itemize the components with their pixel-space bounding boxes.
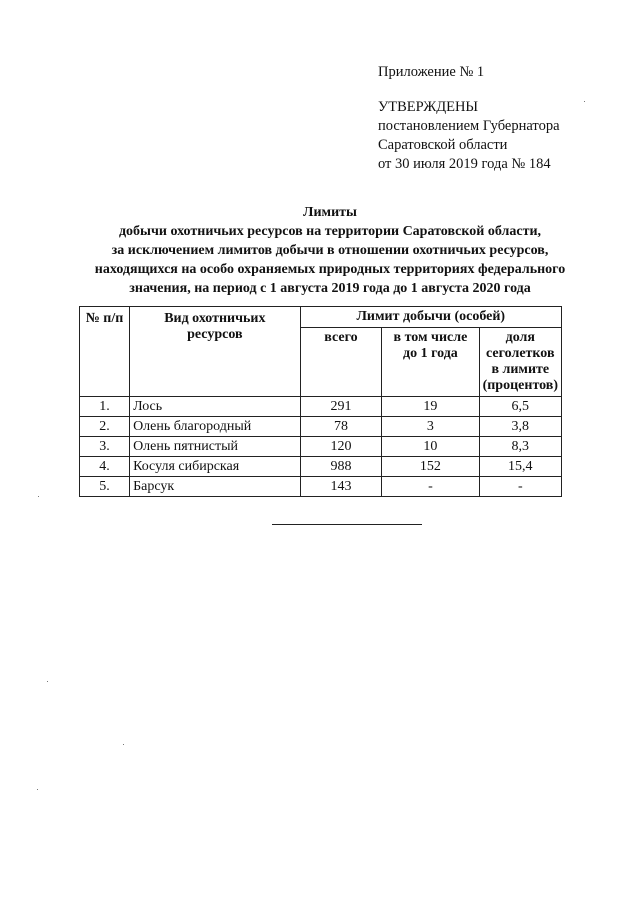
signature-line <box>272 524 422 525</box>
row-num: 5. <box>80 477 130 497</box>
row-num: 1. <box>80 397 130 417</box>
row-share: 15,4 <box>479 457 561 477</box>
approved-by: постановлением Губернатора <box>378 118 560 134</box>
row-num: 4. <box>80 457 130 477</box>
row-total: 291 <box>300 397 382 417</box>
scan-speck <box>38 496 39 497</box>
row-total: 143 <box>300 477 382 497</box>
row-name: Олень благородный <box>130 417 301 437</box>
header-limit-group: Лимит добычи (особей) <box>300 307 561 328</box>
row-share: 6,5 <box>479 397 561 417</box>
header-kind: Вид охотничьих ресурсов <box>130 307 301 397</box>
row-yearlings: 3 <box>382 417 479 437</box>
approved-heading: УТВЕРЖДЕНЫ <box>378 99 479 115</box>
row-total: 988 <box>300 457 382 477</box>
row-num: 2. <box>80 417 130 437</box>
title-line: находящихся на особо охраняемых природных территориях федерального <box>94 262 566 277</box>
row-yearlings: - <box>382 477 479 497</box>
row-name: Барсук <box>130 477 301 497</box>
table-row <box>80 417 562 437</box>
title-line: Лимиты <box>303 205 357 220</box>
scan-speck <box>47 681 48 682</box>
approved-date: от 30 июля 2019 года № 184 <box>378 156 551 172</box>
table-row <box>80 457 562 477</box>
row-total: 120 <box>300 437 382 457</box>
row-name: Косуля сибирская <box>130 457 301 477</box>
row-name: Лось <box>130 397 301 417</box>
appendix-label: Приложение № 1 <box>378 64 485 80</box>
document-title <box>60 203 600 298</box>
row-num: 3. <box>80 437 130 457</box>
header-share: доля сеголетков в лимите (процентов) <box>479 328 561 397</box>
scan-speck <box>37 789 38 790</box>
scan-speck <box>584 101 585 102</box>
approval-block <box>378 98 560 174</box>
header-yearlings: в том числе до 1 года <box>382 328 479 397</box>
limits-table <box>79 306 562 497</box>
title-line: за исключением лимитов добычи в отношении охотничьих ресурсов, <box>111 243 549 258</box>
row-yearlings: 10 <box>382 437 479 457</box>
row-share: - <box>479 477 561 497</box>
header-num: № п/п <box>80 307 130 397</box>
row-total: 78 <box>300 417 382 437</box>
row-share: 3,8 <box>479 417 561 437</box>
row-yearlings: 19 <box>382 397 479 417</box>
title-line: добычи охотничьих ресурсов на территории Саратовской области, <box>118 224 542 239</box>
scan-speck <box>123 744 124 745</box>
table-row <box>80 397 562 417</box>
title-line: значения, на период с 1 августа 2019 года до 1 августа 2020 года <box>129 281 531 296</box>
row-yearlings: 152 <box>382 457 479 477</box>
row-share: 8,3 <box>479 437 561 457</box>
table-row <box>80 437 562 457</box>
table-row <box>80 477 562 497</box>
approved-region: Саратовской области <box>378 137 508 153</box>
row-name: Олень пятнистый <box>130 437 301 457</box>
header-total: всего <box>300 328 382 397</box>
